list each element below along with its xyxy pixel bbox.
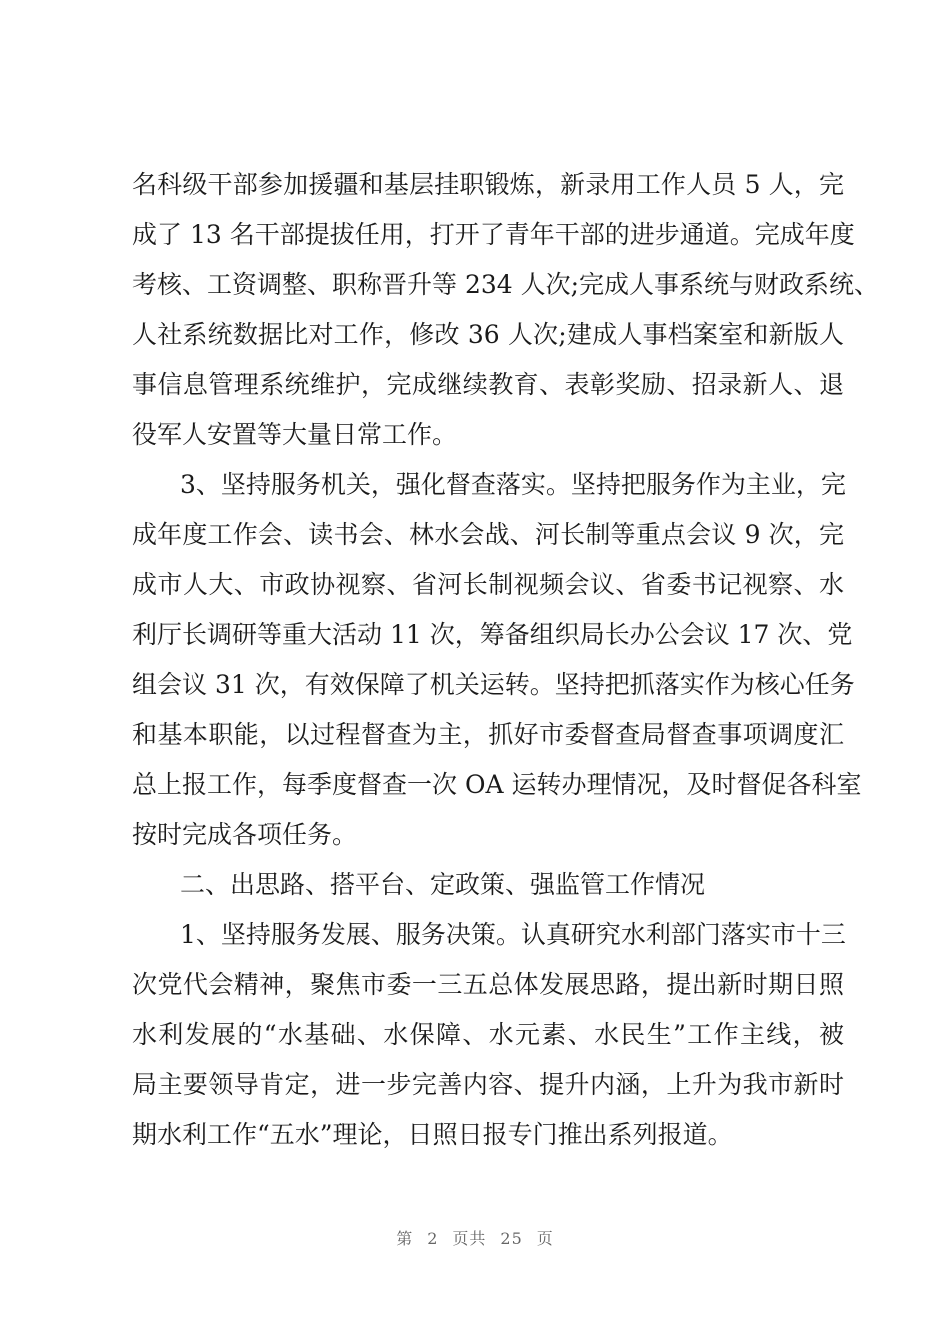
text-line: 成市人大、市政协视察、省河长制视频会议、省委书记视察、水 — [132, 570, 844, 599]
page-footer — [0, 1226, 950, 1249]
text-line: 成了 13 名干部提拔任用，打开了青年干部的进步通道。完成年度 — [132, 220, 855, 249]
text-line: 成年度工作会、读书会、林水会战、河长制等重点会议 9 次，完 — [132, 520, 844, 549]
text-line: 利厅长调研等重大活动 11 次，筹备组织局长办公会议 17 次、党 — [132, 620, 853, 649]
text-line: 1、坚持服务发展、服务决策。认真研究水利部门落实市十三 — [180, 920, 846, 949]
text-line: 名科级干部参加援疆和基层挂职锻炼，新录用工作人员 5 人，完 — [132, 170, 844, 199]
text-line: 3、坚持服务机关，强化督查落实。坚持把服务作为主业，完 — [180, 470, 846, 499]
section-heading: 二、出思路、搭平台、定政策、强监管工作情况 — [180, 870, 706, 899]
text-line: 水利发展的“水基础、水保障、水元素、水民生”工作主线，被 — [132, 1020, 844, 1049]
text-line: 和基本职能，以过程督查为主，抓好市委督查局督查事项调度汇 — [132, 720, 844, 749]
text-line: 总上报工作，每季度督查一次 OA 运转办理情况，及时督促各科室 — [132, 770, 862, 799]
text-line: 人社系统数据比对工作，修改 36 人次;建成人事档案室和新版人 — [132, 320, 844, 349]
text-line: 局主要领导肯定，进一步完善内容、提升内涵，上升为我市新时 — [132, 1070, 844, 1099]
text-line: 次党代会精神，聚焦市委一三五总体发展思路，提出新时期日照 — [132, 970, 844, 999]
footer-prefix: 第 — [396, 1229, 414, 1248]
text-line: 事信息管理系统维护，完成继续教育、表彰奖励、招录新人、退 — [132, 370, 844, 399]
text-line: 组会议 31 次，有效保障了机关运转。坚持把抓落实作为核心任务 — [132, 670, 855, 699]
text-line: 期水利工作“五水”理论，日照日报专门推出系列报道。 — [132, 1120, 733, 1149]
text-line: 役军人安置等大量日常工作。 — [132, 420, 458, 449]
footer-middle: 页共 — [452, 1229, 487, 1248]
footer-suffix: 页 — [536, 1229, 554, 1248]
footer-total-pages: 25 — [500, 1229, 523, 1248]
text-line: 考核、工资调整、职称晋升等 234 人次;完成人事系统与财政系统、 — [132, 270, 880, 299]
footer-page-number: 2 — [427, 1229, 439, 1248]
text-line: 按时完成各项任务。 — [132, 820, 358, 849]
